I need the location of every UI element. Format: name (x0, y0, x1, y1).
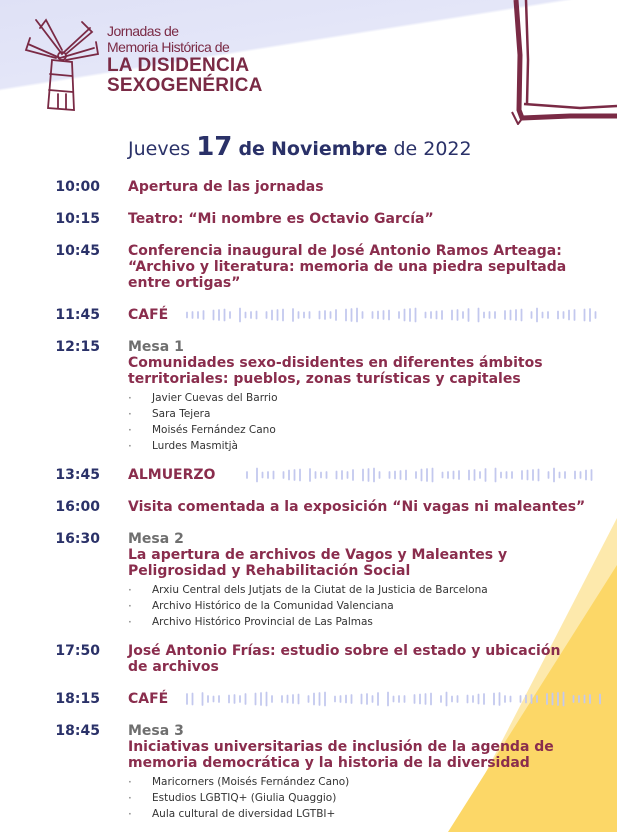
list-item: · Estudios LGBTIQ+ (Giulia Quaggio) (128, 790, 568, 806)
schedule-time: 16:30 (55, 531, 100, 547)
schedule-time: 12:15 (55, 339, 100, 355)
date-month: Noviembre (271, 138, 388, 160)
date-day: 17 (196, 132, 233, 162)
logo-line-3: LA DISIDENCIA (107, 55, 250, 76)
schedule-time: 17:50 (55, 643, 100, 659)
date-de-2: de (393, 138, 418, 160)
date-year: 2022 (423, 138, 472, 160)
break-dash-pattern (185, 307, 605, 323)
schedule-title: Teatro: “Mi nombre es Octavio García” (128, 211, 434, 227)
list-item: · Arxiu Central dels Jutjats de la Ciutat de la Justicia de Barcelona (128, 582, 528, 598)
windmill-logo-icon (22, 14, 104, 114)
schedule-title: Apertura de las jornadas (128, 179, 324, 195)
panel-label: Mesa 1 (128, 339, 184, 355)
speaker-list (128, 774, 568, 822)
list-item: · Archivo Histórico de la Comunidad Valenciana (128, 598, 528, 614)
date-de-1: de (238, 138, 265, 160)
break-dash-pattern (245, 467, 605, 483)
panel-label: Mesa 3 (128, 723, 184, 739)
schedule-title: Conferencia inaugural de José Antonio Ramos Arteaga: “Archivo y literatura: memoria de una piedra sepultada entre ortigas” (128, 243, 567, 291)
list-item: · Moisés Fernández Cano (128, 422, 558, 438)
list-item: · Maricorners (Moisés Fernández Cano) (128, 774, 568, 790)
list-item: · Lurdes Masmitjà (128, 438, 558, 454)
list-item: · Archivo Histórico Provincial de Las Palmas (128, 614, 528, 630)
schedule-time: 13:45 (55, 467, 100, 483)
logo-line-1: Jornadas de (107, 23, 179, 39)
decorative-frame-corner (510, 0, 617, 125)
schedule-title: Iniciativas universitarias de inclusión de la agenda de memoria democrática y la historia de la diversidad (128, 739, 554, 771)
schedule-title: CAFÉ (128, 307, 169, 323)
schedule-time: 10:45 (55, 243, 100, 259)
logo-line-4: SEXOGENÉRICA (107, 75, 263, 96)
list-item: · Javier Cuevas del Barrio (128, 390, 558, 406)
schedule-time: 18:15 (55, 691, 100, 707)
event-logo-text (107, 24, 263, 96)
schedule-time: 18:45 (55, 723, 100, 739)
schedule-time: 10:15 (55, 211, 100, 227)
panel-label: Mesa 2 (128, 531, 184, 547)
schedule-title: Comunidades sexo-disidentes en diferentes ámbitos territoriales: pueblos, zonas turísticas y capitales (128, 355, 543, 387)
break-dash-pattern (185, 691, 605, 707)
list-item: · Sara Tejera (128, 406, 558, 422)
speaker-list (128, 582, 528, 630)
schedule-time: 11:45 (55, 307, 100, 323)
schedule-time: 16:00 (55, 499, 100, 515)
schedule-title: CAFÉ (128, 691, 169, 707)
schedule-title: ALMUERZO (128, 467, 216, 483)
schedule-title: José Antonio Frías: estudio sobre el estado y ubicación de archivos (128, 643, 561, 675)
logo-line-2: Memoria Histórica de (107, 39, 230, 55)
date-weekday: Jueves (128, 138, 191, 160)
schedule-title: Visita comentada a la exposición “Ni vagas ni maleantes” (128, 499, 586, 515)
list-item: · Aula cultural de diversidad LGTBI+ (128, 806, 568, 822)
event-date (128, 132, 472, 162)
schedule-title: La apertura de archivos de Vagos y Maleantes y Peligrosidad y Rehabilitación Social (128, 547, 508, 579)
schedule-time: 10:00 (55, 179, 100, 195)
speaker-list (128, 390, 558, 454)
